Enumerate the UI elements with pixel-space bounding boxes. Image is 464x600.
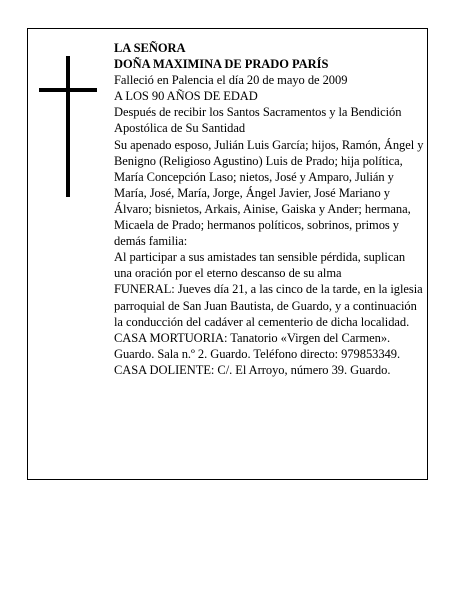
cross-icon	[39, 56, 97, 197]
deceased-name: DOÑA MAXIMINA DE PRADO PARÍS	[114, 57, 329, 72]
notice-title: LA SEÑORA	[114, 41, 186, 55]
death-info: Falleció en Palencia el día 20 de mayo de 2009	[114, 73, 348, 88]
cross-vertical-bar	[66, 56, 70, 197]
funeral-info: FUNERAL: Jueves día 21, a las cinco de la tarde, en la iglesia parroquial de San Juan Bautista, de Guardo, y a continuación la conducción del cadáver al cementerio de dicha localidad.	[114, 282, 423, 329]
home-address: CASA DOLIENTE: C/. El Arroyo, número 39. Guardo.	[114, 362, 391, 377]
family-list: Su apenado esposo, Julián Luis García; hijos, Ramón, Ángel y Benigno (Religioso Agustino) Luis de Prado; hija política, María Concepción Laso; nietos, José y Amparo, Julián y María, José, María, Jorge, Ángel Javier, José Mariano y Álvaro; bisnietos, Arkais, Ainise, Gaiska y Ander; hermana, Micaela de Prado; hermanos políticos, sobrinos, primos y demás familia:	[114, 137, 424, 249]
cross-horizontal-bar	[39, 88, 97, 92]
prayer-request: Al participar a sus amistades tan sensible pérdida, suplican una oración por el eterno descanso de su alma	[114, 250, 406, 281]
age-info: A LOS 90 AÑOS DE EDAD	[114, 89, 258, 104]
mortuary-info: CASA MORTUORIA: Tanatorio «Virgen del Carmen». Guardo. Sala n.º 2. Guardo. Teléfono directo: 979853349.	[114, 330, 401, 361]
sacraments-info: Después de recibir los Santos Sacramentos y la Bendición Apostólica de Su Santidad	[114, 105, 402, 136]
obituary-notice	[27, 28, 428, 480]
notice-text	[114, 40, 424, 378]
